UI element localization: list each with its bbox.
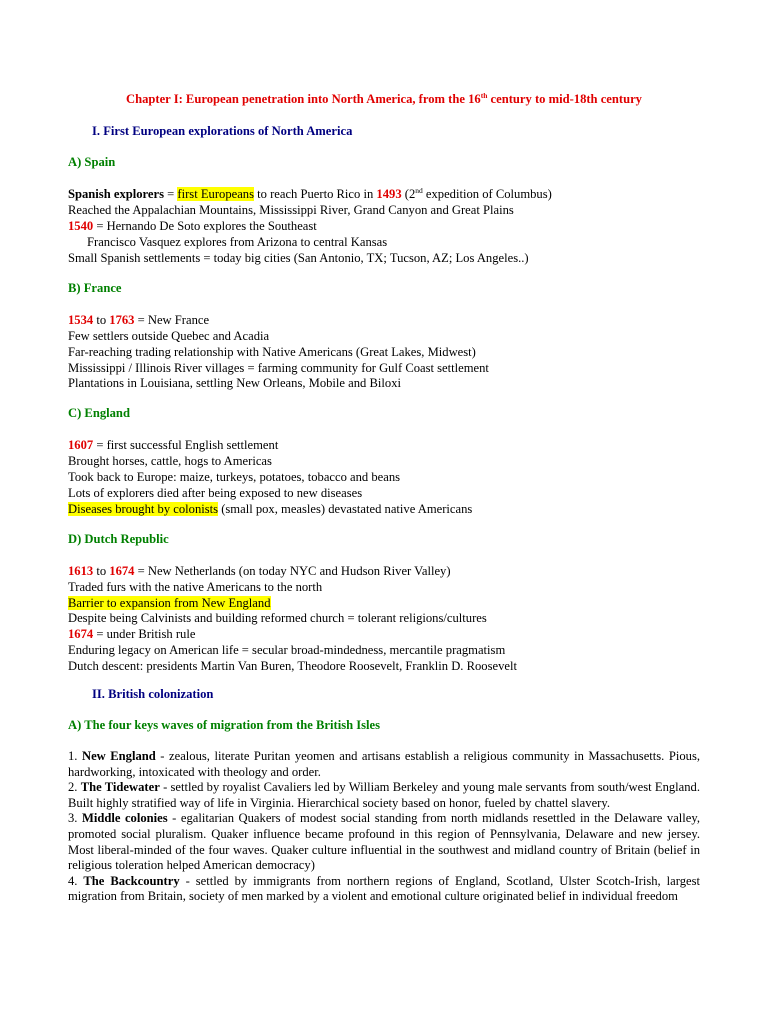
france-line-5: Plantations in Louisiana, settling New Orleans, Mobile and Biloxi xyxy=(68,376,401,390)
dutch-line-5: 1674 = under British rule xyxy=(68,627,196,641)
england-line-4: Lots of explorers died after being exposed to new diseases xyxy=(68,486,363,500)
spain-line-1: Spanish explorers = first Europeans to reach Puerto Rico in 1493 (2nd expedition of Columbus) xyxy=(68,186,552,201)
dutch-line-6: Enduring legacy on American life = secular broad-mindedness, mercantile pragmatism xyxy=(68,643,506,657)
france-line-2: Few settlers outside Quebec and Acadia xyxy=(68,329,270,343)
migration-list xyxy=(68,749,700,905)
spain-line-2: Reached the Appalachian Mountains, Mississippi River, Grand Canyon and Great Plains xyxy=(68,203,514,217)
dutch-line-7: Dutch descent: presidents Martin Van Buren, Theodore Roosevelt, Franklin D. Roosevelt xyxy=(68,659,517,673)
england-line-5: Diseases brought by colonists (small pox, measles) devastated native Americans xyxy=(68,502,473,516)
migration-item: 4. The Backcountry - settled by immigrants from northern regions of England, Scotland, Ulster Scotch-Irish, largest migration from Britain, society of men marked by a violent and emotional culture originated belief in individual freedom xyxy=(68,873,700,904)
spain-line-4: Francisco Vasquez explores from Arizona to central Kansas xyxy=(87,235,388,249)
spain-line-5: Small Spanish settlements = today big cities (San Antonio, TX; Tucson, AZ; Los Angeles..) xyxy=(68,251,529,265)
dutch-line-2: Traded furs with the native Americans to the north xyxy=(68,580,323,594)
france-line-1: 1534 to 1763 = New France xyxy=(68,313,210,327)
section-heading-british-colonization: II. British colonization xyxy=(92,687,214,701)
subheading-spain: A) Spain xyxy=(68,155,116,169)
subheading-france: B) France xyxy=(68,281,122,295)
dutch-line-4: Despite being Calvinists and building reformed church = tolerant religions/cultures xyxy=(68,611,487,625)
chapter-title: Chapter I: European penetration into North America, from the 16th century to mid-18th century xyxy=(126,91,642,106)
spain-line-3: 1540 = Hernando De Soto explores the Southeast xyxy=(68,219,317,233)
france-line-3: Far-reaching trading relationship with Native Americans (Great Lakes, Midwest) xyxy=(68,345,476,359)
france-line-4: Mississippi / Illinois River villages = farming community for Gulf Coast settlement xyxy=(68,361,489,375)
dutch-line-3: Barrier to expansion from New England xyxy=(68,596,271,610)
section-heading-first-explorations: I. First European explorations of North America xyxy=(92,124,353,138)
england-line-3: Took back to Europe: maize, turkeys, potatoes, tobacco and beans xyxy=(68,470,401,484)
dutch-line-1: 1613 to 1674 = New Netherlands (on today NYC and Hudson River Valley) xyxy=(68,564,451,578)
migration-item: 1. New England - zealous, literate Puritan yeomen and artisans establish a religious community in Massachusetts. Pious, hardworking, intoxicated with theology and order. xyxy=(68,749,701,779)
england-line-2: Brought horses, cattle, hogs to Americas xyxy=(68,454,272,468)
subheading-migration-waves: A) The four keys waves of migration from the British Isles xyxy=(68,718,381,732)
england-line-1: 1607 = first successful English settlement xyxy=(68,438,279,452)
migration-item: 2. The Tidewater - settled by royalist Cavaliers led by William Berkeley and young male servants from south/west England. Built highly stratified way of life in Virginia. Hierarchical society based on honor, fueled by chattel slavery. xyxy=(68,780,700,810)
subheading-dutch-republic: D) Dutch Republic xyxy=(68,532,169,546)
subheading-england: C) England xyxy=(68,406,130,420)
migration-item: 3. Middle colonies - egalitarian Quakers of modest social standing from north midlands resettled in the Delaware valley, promoted social pluralism. Quaker influence became profound in this region of Pennsylvania, Delaware and new jersey. Most liberal-minded of the four waves. Quaker culture influential in the southwest and midland country of Britain (belief in religious toleration helped American democracy) xyxy=(68,811,701,873)
